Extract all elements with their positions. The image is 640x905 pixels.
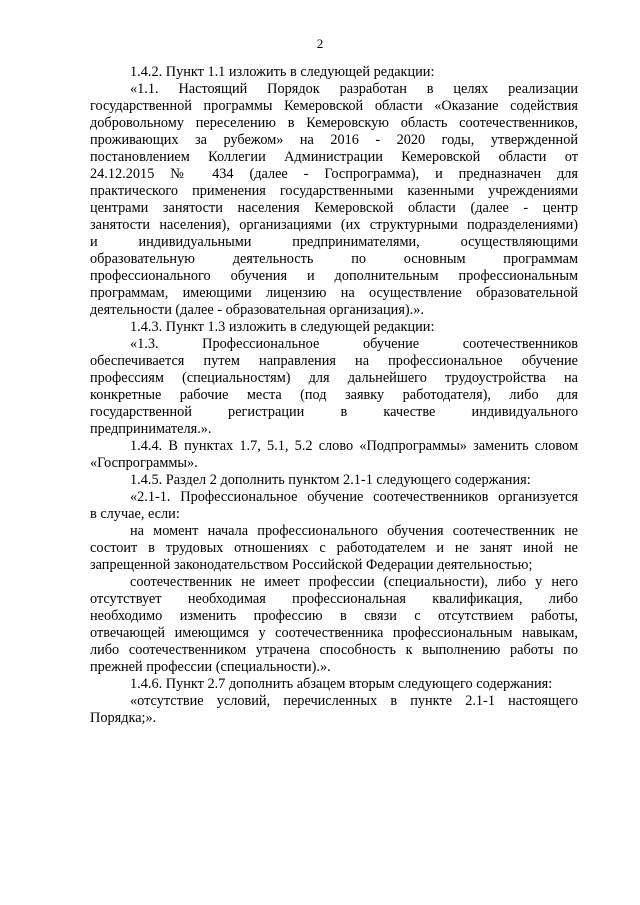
- text-line: «1.3. Профессиональное обучение соотечественников: [130, 336, 578, 352]
- text-line: «Госпрограммы».: [90, 455, 198, 471]
- text-line: 1.4.5. Раздел 2 дополнить пунктом 2.1-1 следующего содержания:: [130, 472, 531, 488]
- text-line: государственной регистрации в качестве индивидуального: [90, 404, 578, 420]
- text-line: 1.4.4. В пунктах 1.7, 5.1, 5.2 слово «Подпрограммы» заменить словом: [130, 438, 578, 454]
- paragraph: [90, 319, 578, 336]
- text-line: «2.1-1. Профессиональное обучение соотечественников организуется: [130, 489, 578, 505]
- text-line: прежней профессии (специальности).».: [90, 659, 331, 675]
- text-line: соотечественник не имеет профессии (специальности), либо у него: [130, 574, 578, 590]
- text-line: и индивидуальными предпринимателями, осуществляющими: [90, 234, 578, 250]
- text-line: 1.4.3. Пункт 1.3 изложить в следующей редакции:: [130, 319, 435, 335]
- text-line: обеспечивается путем направления на профессиональное обучение: [90, 353, 578, 369]
- text-line: государственной программы Кемеровской области «Оказание содействия: [90, 98, 578, 114]
- text-line: деятельности (далее - образовательная организация).».: [90, 302, 424, 318]
- text-line: отвечающей имеющимся у соотечественника профессиональным навыкам,: [90, 625, 578, 641]
- text-line: занятости населения), организациями (их структурными подразделениями): [90, 217, 578, 233]
- text-line: программам, имеющими лицензию на осуществление образовательной: [90, 285, 578, 301]
- text-line: 1.4.2. Пункт 1.1 изложить в следующей редакции:: [130, 64, 435, 80]
- document-body: [90, 64, 578, 727]
- text-line: конкретные рабочие места (под заявку работодателя), либо для: [90, 387, 578, 403]
- text-line: «1.1. Настоящий Порядок разработан в целях реализации: [130, 81, 578, 97]
- text-line: предпринимателя.».: [90, 421, 212, 437]
- paragraph: [90, 523, 578, 574]
- page-number: 2: [316, 36, 324, 51]
- paragraph: [90, 472, 578, 489]
- text-line: на момент начала профессионального обучения соотечественник не: [130, 523, 578, 539]
- paragraph: [90, 438, 578, 472]
- paragraph: [90, 574, 578, 676]
- paragraph: [90, 81, 578, 319]
- text-line: центрами занятости населения Кемеровской области (далее - центр: [90, 200, 578, 216]
- text-line: Порядка;».: [90, 710, 157, 726]
- paragraph: [90, 693, 578, 727]
- text-line: состоит в трудовых отношениях с работодателем и не занят иной не: [90, 540, 578, 556]
- text-line: отсутствует необходимая профессиональная квалификация, либо: [90, 591, 578, 607]
- text-line: образовательную деятельность по основным программам: [90, 251, 578, 267]
- text-line: либо соотечественником утрачена способность к выполнению работы по: [90, 642, 578, 658]
- text-line: постановлением Коллегии Администрации Кемеровской области от: [90, 149, 578, 165]
- text-line: профессионального обучения и дополнительным профессиональным: [90, 268, 578, 284]
- text-line: профессиям (специальностям) для дальнейшего трудоустройства на: [90, 370, 578, 386]
- text-line: добровольному переселению в Кемеровскую область соотечественников,: [90, 115, 578, 131]
- paragraph: [90, 676, 578, 693]
- text-line: 1.4.6. Пункт 2.7 дополнить абзацем вторым следующего содержания:: [130, 676, 553, 692]
- text-line: в случае, если:: [90, 506, 180, 522]
- paragraph: [90, 336, 578, 438]
- text-line: проживающих за рубежом» на 2016 - 2020 годы, утвержденной: [90, 132, 578, 148]
- paragraph: [90, 489, 578, 523]
- text-line: запрещенной законодательством Российской Федерации деятельностью;: [90, 557, 533, 573]
- text-line: 24.12.2015 № 434 (далее - Госпрограмма), и предназначен для: [90, 166, 578, 182]
- text-line: необходимо изменить профессию в связи с отсутствием работы,: [90, 608, 578, 624]
- text-line: практического применения государственными казенными учреждениями: [90, 183, 578, 199]
- text-line: «отсутствие условий, перечисленных в пункте 2.1-1 настоящего: [130, 693, 578, 709]
- paragraph: [90, 64, 578, 81]
